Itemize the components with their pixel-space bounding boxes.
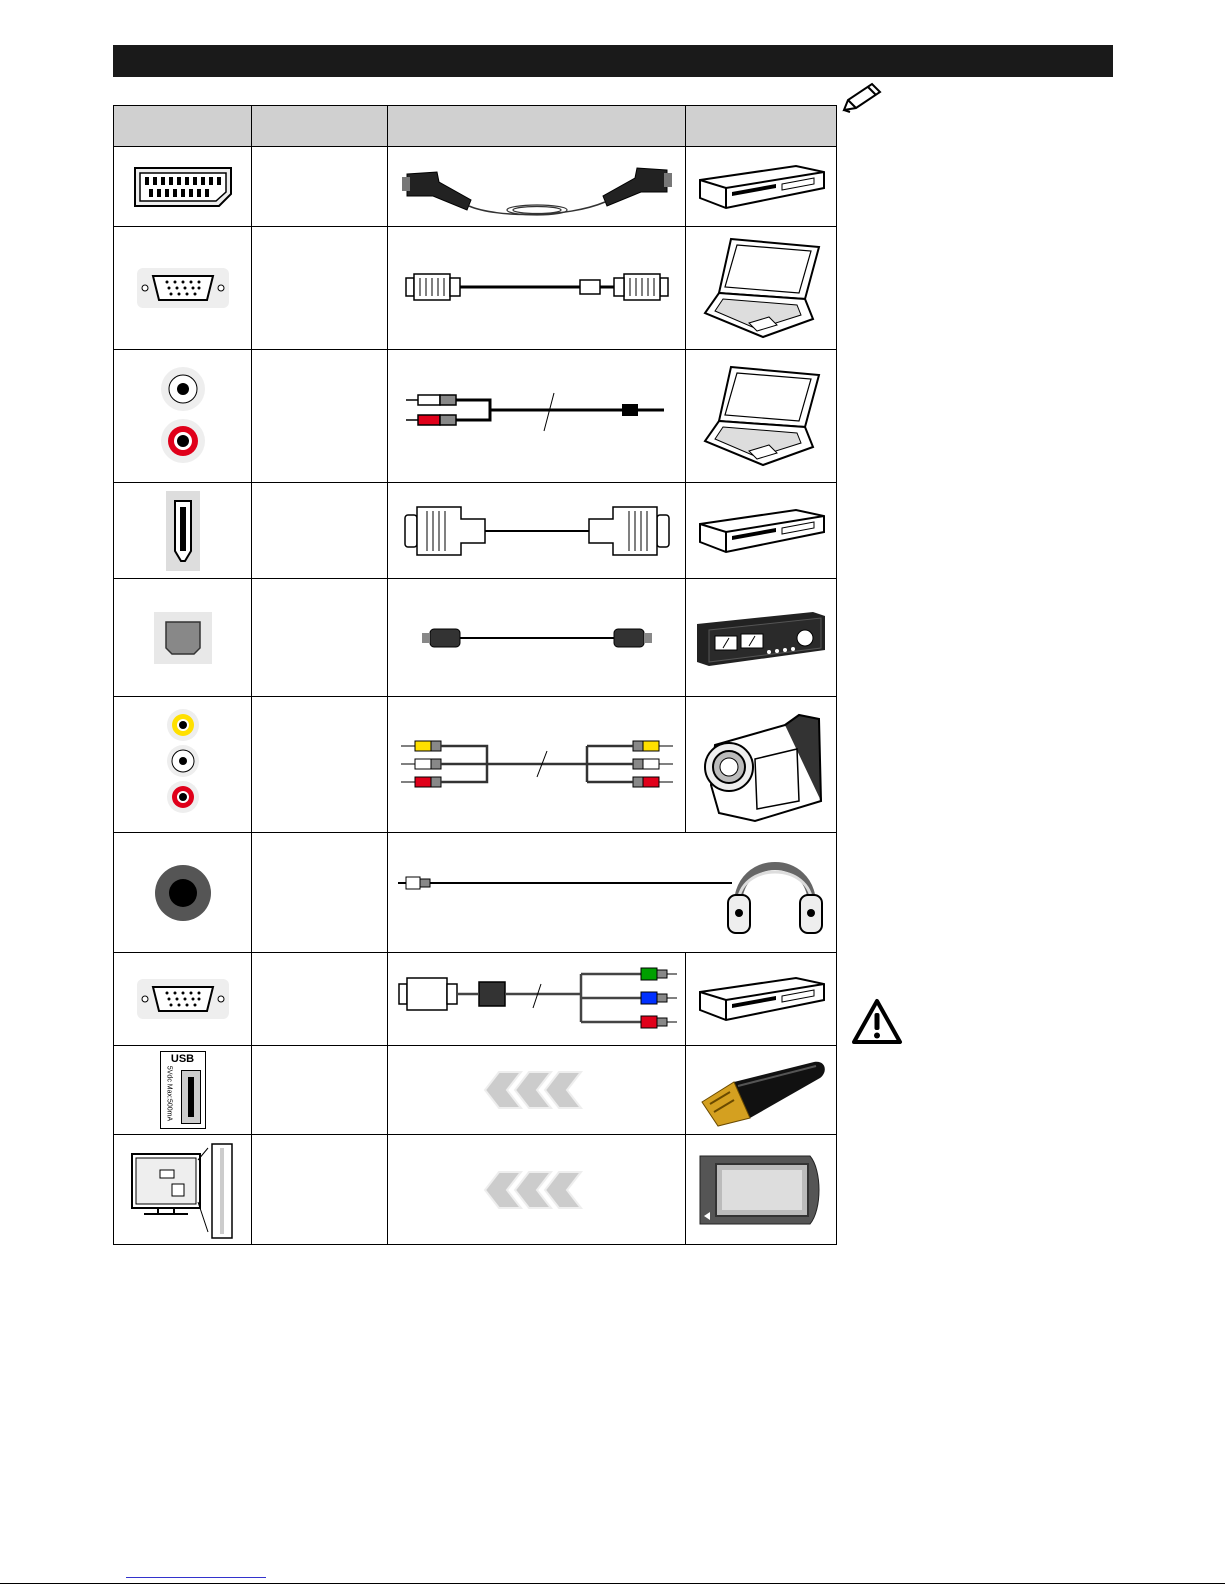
hdmi-cable-icon: [388, 483, 686, 579]
table-row: [114, 227, 837, 350]
usb-stick-icon: [686, 1046, 837, 1135]
amplifier-icon: [686, 579, 837, 697]
column-header-connector: [114, 106, 252, 147]
section-header-bar: [113, 45, 1113, 77]
table-row: [114, 147, 837, 227]
vga-port-icon: [114, 227, 252, 350]
connections-table-wrapper: [113, 105, 836, 1243]
av-cable-icon: [388, 697, 686, 833]
ci-slot-icon: [114, 1135, 252, 1245]
scart-cable-icon: [388, 147, 686, 227]
dvd-player-icon: [686, 147, 837, 227]
headphones-connection-cell: [388, 833, 837, 953]
footer-rule: [0, 1583, 1225, 1584]
table-row: [114, 483, 837, 579]
warning-triangle-icon: [851, 997, 903, 1047]
type-cell: [252, 833, 388, 953]
column-header-cable: [388, 106, 686, 147]
usb-port-icon: [114, 1046, 252, 1135]
rca-to-jack-cable-icon: [388, 350, 686, 483]
ypbpr-vga-port-icon: [114, 953, 252, 1046]
dvd-player-icon: [686, 953, 837, 1046]
insert-arrows-icon: [388, 1046, 686, 1135]
table-row: [114, 1046, 837, 1135]
table-row: [114, 833, 837, 953]
optical-cable-icon: [388, 579, 686, 697]
type-cell: [252, 227, 388, 350]
type-cell: [252, 1135, 388, 1245]
table-row: [114, 697, 837, 833]
column-header-type: [252, 106, 388, 147]
usb-label: USB: [170, 1053, 195, 1065]
vga-cable-icon: [388, 227, 686, 350]
camcorder-icon: [686, 697, 837, 833]
type-cell: [252, 483, 388, 579]
usb-power-label: 5Vdc Max:500mA: [165, 1065, 172, 1122]
optical-spdif-port-icon: [114, 579, 252, 697]
composite-av-port-icon: [114, 697, 252, 833]
headphones-icon: [728, 866, 822, 933]
table-row: [114, 1135, 837, 1245]
connections-table: [113, 105, 837, 1245]
type-cell: [252, 953, 388, 1046]
insert-arrows-icon: [388, 1135, 686, 1245]
type-cell: [252, 147, 388, 227]
hdmi-port-icon: [114, 483, 252, 579]
table-row: [114, 953, 837, 1046]
footer-link-underline: [126, 1577, 266, 1578]
table-row: [114, 350, 837, 483]
vga-to-component-cable-icon: [388, 953, 686, 1046]
headphone-jack-icon: [114, 833, 252, 953]
dvd-player-icon: [686, 483, 837, 579]
scart-port-icon: [114, 147, 252, 227]
cam-module-icon: [686, 1135, 837, 1245]
type-cell: [252, 1046, 388, 1135]
pc-audio-rca-port-icon: [114, 350, 252, 483]
laptop-icon: [686, 227, 837, 350]
type-cell: [252, 697, 388, 833]
column-header-device: [686, 106, 837, 147]
note-pencil-icon: [840, 80, 884, 116]
laptop-icon: [686, 350, 837, 483]
table-header-row: [114, 106, 837, 147]
table-row: [114, 579, 837, 697]
type-cell: [252, 579, 388, 697]
type-cell: [252, 350, 388, 483]
